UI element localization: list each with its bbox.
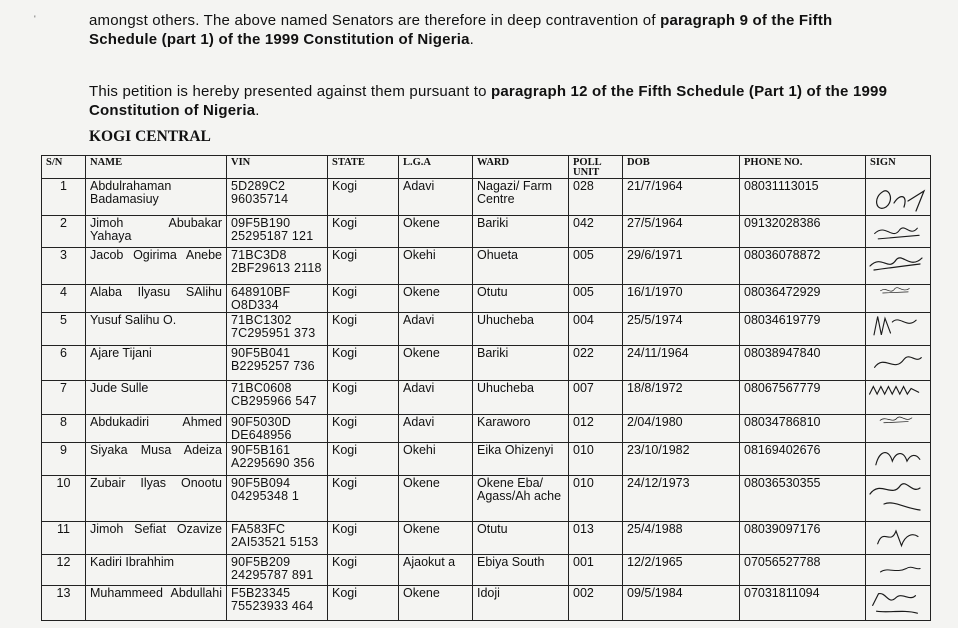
signature — [866, 586, 931, 621]
cell-sn: 9 — [42, 443, 86, 476]
cell-dob: 29/6/1971 — [623, 248, 740, 285]
cell-poll-unit: 010 — [569, 476, 623, 522]
cell-vin: 71BC1302 7C295951 373 — [227, 313, 328, 346]
cell-ward: Ebiya South — [473, 555, 569, 586]
cell-lga: Okene — [399, 346, 473, 381]
cell-name: Siyaka Musa Adeiza — [86, 443, 227, 476]
cell-dob: 24/12/1973 — [623, 476, 740, 522]
signature — [866, 443, 931, 476]
cell-lga: Adavi — [399, 381, 473, 415]
cell-name: Ajare Tijani — [86, 346, 227, 381]
cell-vin: 71BC3D8 2BF29613 2118 — [227, 248, 328, 285]
handwritten-signature — [866, 285, 929, 304]
cell-phone: 08036530355 — [740, 476, 866, 522]
header-lga: L.G.A — [399, 156, 473, 179]
signature — [866, 216, 931, 248]
contravention-paragraph: amongst others. The above named Senators are therefore in deep contravention of paragraph 9 of the Fifth Schedule (part 1) of the 1999 Constitution of Nigeria. — [89, 12, 833, 48]
cell-phone: 08036472929 — [740, 285, 866, 313]
corner-mark: ' — [34, 14, 36, 24]
table-row — [42, 586, 931, 621]
cell-dob: 12/2/1965 — [623, 555, 740, 586]
cell-poll-unit: 002 — [569, 586, 623, 621]
cell-dob: 2/04/1980 — [623, 415, 740, 443]
cell-lga: Okene — [399, 522, 473, 555]
cell-vin: 90F5B209 24295787 891 — [227, 555, 328, 586]
cell-state: Kogi — [328, 415, 399, 443]
cell-sn: 1 — [42, 179, 86, 216]
handwritten-signature — [866, 248, 929, 284]
table-row — [42, 216, 931, 248]
cell-phone: 07031811094 — [740, 586, 866, 621]
signature — [866, 476, 931, 522]
cell-dob: 16/1/1970 — [623, 285, 740, 313]
cell-ward: Okene Eba/ Agass/Ah ache — [473, 476, 569, 522]
cell-poll-unit: 007 — [569, 381, 623, 415]
cell-lga: Okehi — [399, 248, 473, 285]
cell-ward: Otutu — [473, 285, 569, 313]
cell-state: Kogi — [328, 476, 399, 522]
cell-lga: Adavi — [399, 415, 473, 443]
cell-name: Yusuf Salihu O. — [86, 313, 227, 346]
cell-name: Abdukadiri Ahmed — [86, 415, 227, 443]
cell-vin: 09F5B190 25295187 121 — [227, 216, 328, 248]
signature — [866, 522, 931, 555]
header-name: NAME — [86, 156, 227, 179]
handwritten-signature — [866, 443, 929, 475]
signature — [866, 555, 931, 586]
cell-ward: Uhucheba — [473, 313, 569, 346]
cell-state: Kogi — [328, 586, 399, 621]
cell-state: Kogi — [328, 443, 399, 476]
signature — [866, 179, 931, 216]
cell-phone: 08034786810 — [740, 415, 866, 443]
cell-lga: Adavi — [399, 313, 473, 346]
cell-sn: 6 — [42, 346, 86, 381]
header-phone: PHONE NO. — [740, 156, 866, 179]
cell-name: Zubair Ilyas Onootu — [86, 476, 227, 522]
cell-vin: 5D289C2 96035714 — [227, 179, 328, 216]
cell-vin: FA583FC 2AI53521 5153 — [227, 522, 328, 555]
cell-phone: 08031113015 — [740, 179, 866, 216]
cell-sn: 8 — [42, 415, 86, 443]
section-title: KOGI CENTRAL — [89, 128, 211, 145]
cell-ward: Bariki — [473, 216, 569, 248]
header-vin: VIN — [227, 156, 328, 179]
handwritten-signature — [866, 522, 929, 554]
cell-poll-unit: 010 — [569, 443, 623, 476]
cell-dob: 23/10/1982 — [623, 443, 740, 476]
cell-vin: 90F5B041 B2295257 736 — [227, 346, 328, 381]
table-header-row — [42, 156, 931, 179]
cell-ward: Otutu — [473, 522, 569, 555]
cell-name: Jacob Ogirima Anebe — [86, 248, 227, 285]
cell-name: Abdulrahaman Badamasiuy — [86, 179, 227, 216]
cell-ward: Uhucheba — [473, 381, 569, 415]
cell-lga: Okene — [399, 476, 473, 522]
cell-state: Kogi — [328, 285, 399, 313]
cell-lga: Okene — [399, 285, 473, 313]
signatories-table — [41, 155, 931, 621]
cell-state: Kogi — [328, 346, 399, 381]
cell-sn: 7 — [42, 381, 86, 415]
cell-lga: Adavi — [399, 179, 473, 216]
cell-vin: F5B23345 75523933 464 — [227, 586, 328, 621]
cell-dob: 21/7/1964 — [623, 179, 740, 216]
handwritten-signature — [866, 381, 929, 414]
signature — [866, 415, 931, 443]
table-row — [42, 381, 931, 415]
cell-phone: 07056527788 — [740, 555, 866, 586]
header-sign: SIGN — [866, 156, 931, 179]
header-dob: DOB — [623, 156, 740, 179]
handwritten-signature — [866, 346, 929, 380]
cell-poll-unit: 001 — [569, 555, 623, 586]
table-row — [42, 555, 931, 586]
cell-dob: 18/8/1972 — [623, 381, 740, 415]
cell-vin: 90F5030D DE648956 — [227, 415, 328, 443]
header-poll-unit: POLL UNIT — [569, 156, 623, 179]
cell-poll-unit: 013 — [569, 522, 623, 555]
cell-vin: 648910BF O8D334 — [227, 285, 328, 313]
cell-name: Jimoh Abubakar Yahaya — [86, 216, 227, 248]
cell-name: Kadiri Ibrahhim — [86, 555, 227, 586]
table-row — [42, 415, 931, 443]
handwritten-signature — [866, 415, 929, 436]
table-row — [42, 522, 931, 555]
cell-ward: Ohueta — [473, 248, 569, 285]
table-row — [42, 476, 931, 522]
cell-ward: Idoji — [473, 586, 569, 621]
cell-lga: Ajaokut a — [399, 555, 473, 586]
table-row — [42, 285, 931, 313]
cell-state: Kogi — [328, 522, 399, 555]
table-row — [42, 443, 931, 476]
cell-phone: 08038947840 — [740, 346, 866, 381]
header-sn: S/N — [42, 156, 86, 179]
signature — [866, 381, 931, 415]
cell-lga: Okehi — [399, 443, 473, 476]
header-ward: WARD — [473, 156, 569, 179]
cell-dob: 24/11/1964 — [623, 346, 740, 381]
cell-state: Kogi — [328, 313, 399, 346]
cell-dob: 25/4/1988 — [623, 522, 740, 555]
cell-phone: 08039097176 — [740, 522, 866, 555]
handwritten-signature — [866, 476, 929, 521]
cell-dob: 27/5/1964 — [623, 216, 740, 248]
signature — [866, 248, 931, 285]
cell-state: Kogi — [328, 381, 399, 415]
cell-phone: 08036078872 — [740, 248, 866, 285]
cell-sn: 2 — [42, 216, 86, 248]
cell-name: Muhammeed Abdullahi — [86, 586, 227, 621]
handwritten-signature — [866, 313, 929, 345]
cell-state: Kogi — [328, 248, 399, 285]
cell-sn: 11 — [42, 522, 86, 555]
cell-sn: 4 — [42, 285, 86, 313]
cell-sn: 10 — [42, 476, 86, 522]
cell-lga: Okene — [399, 586, 473, 621]
signature — [866, 346, 931, 381]
cell-name: Alaba Ilyasu SAlihu — [86, 285, 227, 313]
cell-poll-unit: 012 — [569, 415, 623, 443]
cell-ward: Nagazi/ Farm Centre — [473, 179, 569, 216]
cell-ward: Karaworo — [473, 415, 569, 443]
handwritten-signature — [866, 555, 929, 585]
cell-poll-unit: 005 — [569, 248, 623, 285]
table-row — [42, 248, 931, 285]
cell-poll-unit: 005 — [569, 285, 623, 313]
handwritten-signature — [866, 216, 929, 247]
cell-phone: 08034619779 — [740, 313, 866, 346]
petition-paragraph: This petition is hereby presented against them pursuant to paragraph 12 of the Fifth Schedule (Part 1) of the 1999 Constitution of Nigeria. — [89, 83, 888, 119]
cell-ward: Bariki — [473, 346, 569, 381]
table-row — [42, 313, 931, 346]
table-row — [42, 346, 931, 381]
cell-poll-unit: 042 — [569, 216, 623, 248]
cell-vin: 90F5B161 A2295690 356 — [227, 443, 328, 476]
cell-phone: 08067567779 — [740, 381, 866, 415]
cell-state: Kogi — [328, 216, 399, 248]
cell-lga: Okene — [399, 216, 473, 248]
cell-vin: 71BC0608 CB295966 547 — [227, 381, 328, 415]
cell-state: Kogi — [328, 555, 399, 586]
cell-poll-unit: 022 — [569, 346, 623, 381]
cell-sn: 3 — [42, 248, 86, 285]
cell-sn: 5 — [42, 313, 86, 346]
cell-poll-unit: 028 — [569, 179, 623, 216]
signature — [866, 285, 931, 313]
cell-phone: 08169402676 — [740, 443, 866, 476]
cell-name: Jude Sulle — [86, 381, 227, 415]
cell-sn: 13 — [42, 586, 86, 621]
header-state: STATE — [328, 156, 399, 179]
handwritten-signature — [866, 586, 929, 620]
cell-phone: 09132028386 — [740, 216, 866, 248]
cell-dob: 25/5/1974 — [623, 313, 740, 346]
cell-ward: Eika Ohizenyi — [473, 443, 569, 476]
table-row — [42, 179, 931, 216]
cell-state: Kogi — [328, 179, 399, 216]
cell-name: Jimoh Sefiat Ozavize — [86, 522, 227, 555]
cell-poll-unit: 004 — [569, 313, 623, 346]
cell-vin: 90F5B094 04295348 1 — [227, 476, 328, 522]
cell-dob: 09/5/1984 — [623, 586, 740, 621]
handwritten-signature — [866, 179, 929, 215]
signature — [866, 313, 931, 346]
cell-sn: 12 — [42, 555, 86, 586]
